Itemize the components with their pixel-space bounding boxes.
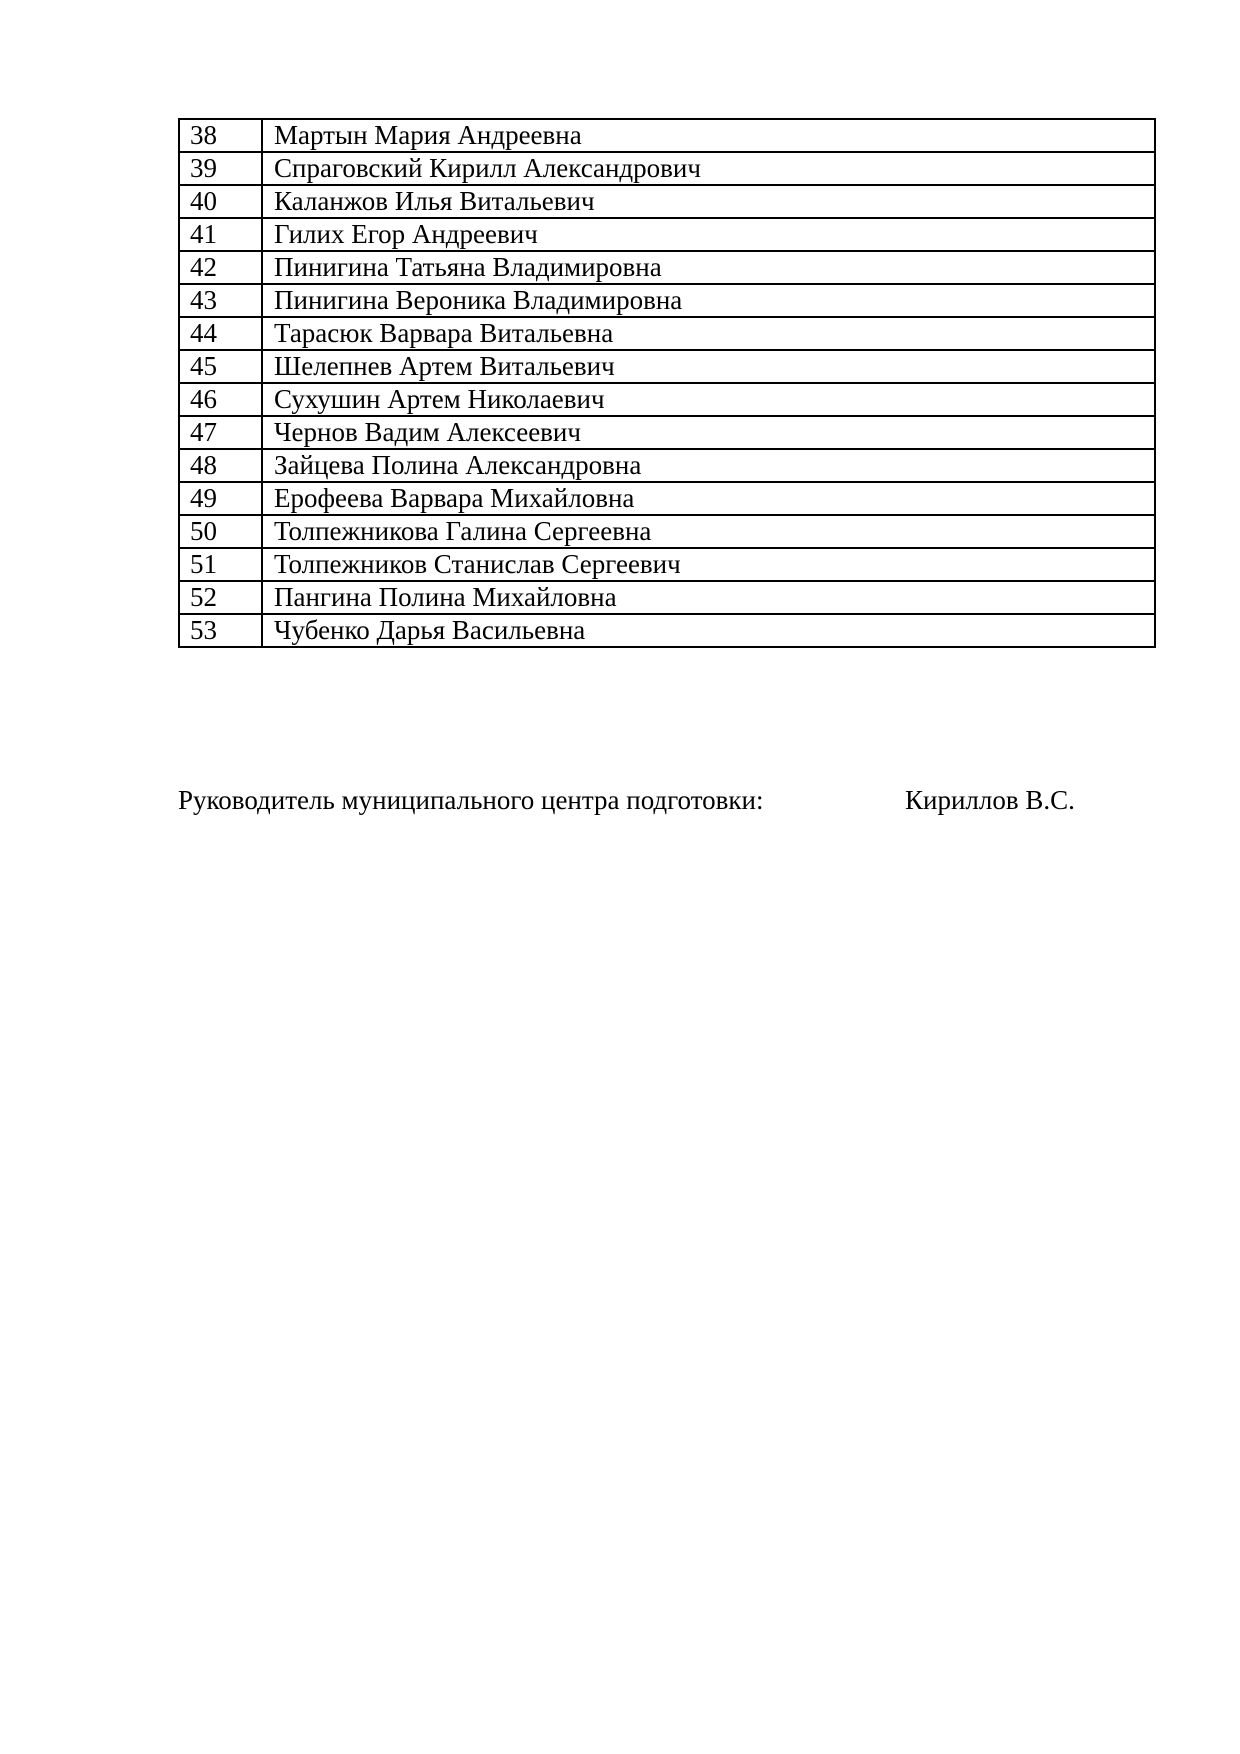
table-row bbox=[179, 152, 1155, 185]
table-row bbox=[179, 449, 1155, 482]
table-row bbox=[179, 317, 1155, 350]
row-number: 45 bbox=[179, 350, 262, 383]
row-number: 40 bbox=[179, 185, 262, 218]
table-row bbox=[179, 416, 1155, 449]
table-row bbox=[179, 581, 1155, 614]
row-number: 51 bbox=[179, 548, 262, 581]
row-number: 52 bbox=[179, 581, 262, 614]
table-row bbox=[179, 482, 1155, 515]
table-row bbox=[179, 185, 1155, 218]
row-number: 49 bbox=[179, 482, 262, 515]
participant-name: Толпежникова Галина Сергеевна bbox=[262, 515, 1155, 548]
signature-name: Кириллов В.С. bbox=[905, 785, 1075, 815]
participant-name: Мартын Мария Андреевна bbox=[262, 119, 1155, 152]
row-number: 48 bbox=[179, 449, 262, 482]
table-row bbox=[179, 383, 1155, 416]
table-row bbox=[179, 119, 1155, 152]
table-row bbox=[179, 284, 1155, 317]
participants-table-body bbox=[179, 119, 1155, 647]
participant-name: Чернов Вадим Алексеевич bbox=[262, 416, 1155, 449]
participant-name: Толпежников Станислав Сергеевич bbox=[262, 548, 1155, 581]
table-row bbox=[179, 614, 1155, 647]
participant-name: Зайцева Полина Александровна bbox=[262, 449, 1155, 482]
participant-name: Пинигина Татьяна Владимировна bbox=[262, 251, 1155, 284]
table-row bbox=[179, 515, 1155, 548]
participant-name: Каланжов Илья Витальевич bbox=[262, 185, 1155, 218]
row-number: 39 bbox=[179, 152, 262, 185]
table-row bbox=[179, 251, 1155, 284]
row-number: 42 bbox=[179, 251, 262, 284]
row-number: 46 bbox=[179, 383, 262, 416]
row-number: 41 bbox=[179, 218, 262, 251]
participant-name: Пинигина Вероника Владимировна bbox=[262, 284, 1155, 317]
participant-name: Спраговский Кирилл Александрович bbox=[262, 152, 1155, 185]
table-row bbox=[179, 350, 1155, 383]
signature-title: Руководитель муниципального центра подготовки: bbox=[178, 785, 764, 815]
signature-line bbox=[178, 782, 1178, 818]
participant-name: Тарасюк Варвара Витальевна bbox=[262, 317, 1155, 350]
table-row bbox=[179, 548, 1155, 581]
participant-name: Пангина Полина Михайловна bbox=[262, 581, 1155, 614]
table-row bbox=[179, 218, 1155, 251]
row-number: 44 bbox=[179, 317, 262, 350]
row-number: 47 bbox=[179, 416, 262, 449]
participant-name: Сухушин Артем Николаевич bbox=[262, 383, 1155, 416]
row-number: 38 bbox=[179, 119, 262, 152]
participant-name: Чубенко Дарья Васильевна bbox=[262, 614, 1155, 647]
participant-name: Ерофеева Варвара Михайловна bbox=[262, 482, 1155, 515]
participant-name: Гилих Егор Андреевич bbox=[262, 218, 1155, 251]
row-number: 43 bbox=[179, 284, 262, 317]
row-number: 50 bbox=[179, 515, 262, 548]
participant-name: Шелепнев Артем Витальевич bbox=[262, 350, 1155, 383]
row-number: 53 bbox=[179, 614, 262, 647]
participants-table bbox=[178, 118, 1156, 648]
